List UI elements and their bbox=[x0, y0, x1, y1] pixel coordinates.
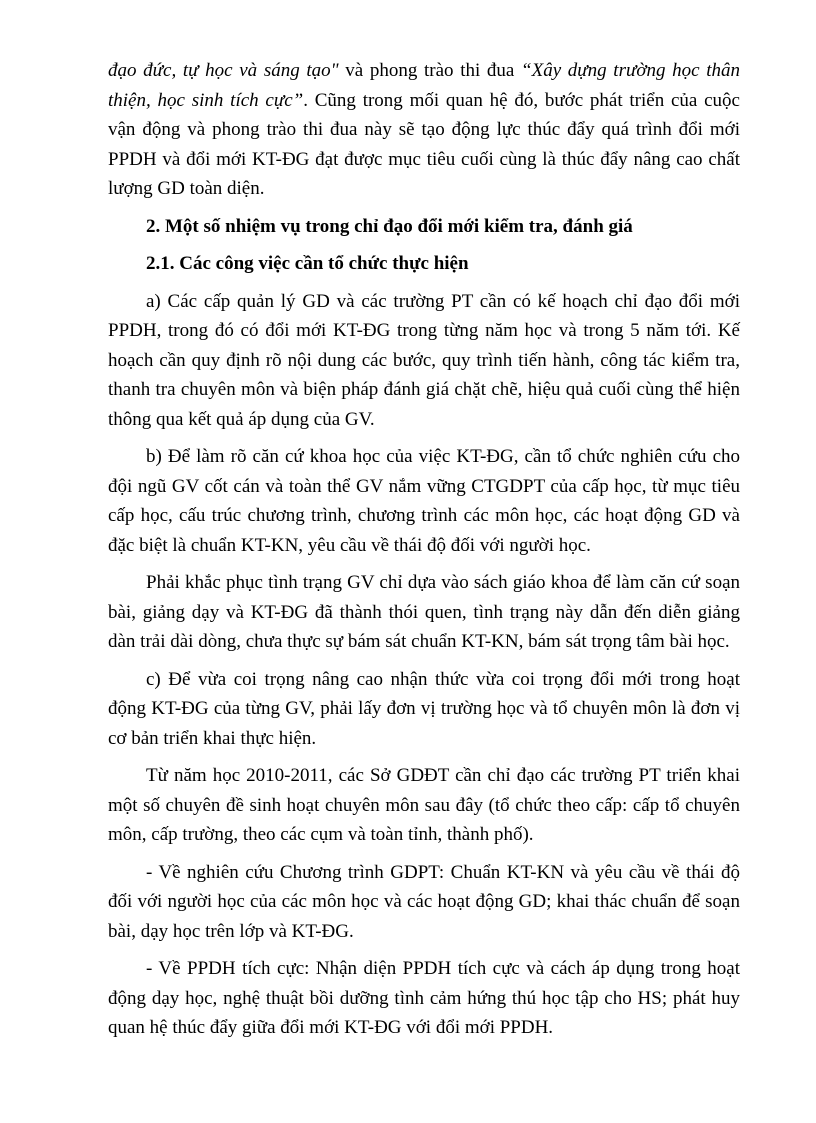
paragraph-b: b) Để làm rõ căn cứ khoa học của việc KT-ĐG, cần tổ chức nghiên cứu cho đội ngũ GV cốt cán và toàn thể GV nắm vững CTGDPT của cấp học, từ mục tiêu cấp học, cấu trúc chương trình, chương trình các môn học, các hoạt động GD và đặc biệt là chuẩn KT-KN, yêu cầu về thái độ đối với người học. bbox=[108, 446, 740, 556]
section-heading-2: 2. Một số nhiệm vụ trong chỉ đạo đổi mới kiểm tra, đánh giá bbox=[146, 215, 633, 237]
paragraph-overcome: Phải khắc phục tình trạng GV chỉ dựa vào sách giáo khoa để làm căn cứ soạn bài, giảng dạy và KT-ĐG đã thành thói quen, tình trạng này dẫn đến diễn giảng dàn trải dài dòng, chưa thực sự bám sát chuẩn KT-KN, bám sát trọng tâm bài học. bbox=[108, 572, 740, 652]
intro-text-2: . Cũng trong mối quan hệ đó, bước phát triển của cuộc vận động và phong trào thi đua này sẽ tạo động lực thúc đẩy quá trình đổi mới PPDH và đổi mới KT-ĐG đạt được mục tiêu cuối cùng là thúc đẩy nâng cao chất lượng GD toàn diện. bbox=[108, 89, 740, 199]
document-page bbox=[108, 56, 740, 1051]
intro-paragraph bbox=[108, 56, 740, 204]
intro-italic-1: đạo đức, tự học và sáng tạo" bbox=[108, 60, 339, 81]
paragraph-school-year: Từ năm học 2010-2011, các Sở GDĐT cần chỉ đạo các trường PT triển khai một số chuyên đề sinh hoạt chuyên môn sau đây (tổ chức theo cấp: cấp tổ chuyên môn, cấp trường, theo các cụm và toàn tỉnh, thành phố). bbox=[108, 765, 740, 845]
intro-text-1: và phong trào thi đua bbox=[338, 60, 522, 81]
bullet-curriculum: - Về nghiên cứu Chương trình GDPT: Chuẩn KT-KN và yêu cầu về thái độ đối với người học của các môn học và các hoạt động GD; khai thác chuẩn để soạn bài, dạy học trên lớp và KT-ĐG. bbox=[108, 861, 740, 942]
paragraph-a: a) Các cấp quản lý GD và các trường PT cần có kế hoạch chỉ đạo đổi mới PPDH, trong đó có đổi mới KT-ĐG trong từng năm học và trong 5 năm tới. Kế hoạch cần quy định rõ nội dung các bước, quy trình tiến hành, công tác kiểm tra, thanh tra chuyên môn và biện pháp đánh giá chặt chẽ, hiệu quả cuối cùng thể hiện thông qua kết quả áp dụng của GV. bbox=[108, 290, 740, 430]
bullet-active-methods: - Về PPDH tích cực: Nhận diện PPDH tích cực và cách áp dụng trong hoạt động dạy học, nghệ thuật bồi dưỡng tình cảm hứng thú học tập cho HS; phát huy quan hệ thúc đẩy giữa đổi mới KT-ĐG với đổi mới PPDH. bbox=[108, 958, 740, 1038]
intro-italic-2: “Xây dựng trường học thân thiện, học sinh tích cực” bbox=[108, 60, 740, 111]
paragraph-c: c) Để vừa coi trọng nâng cao nhận thức vừa coi trọng đổi mới trong hoạt động KT-ĐG của từng GV, phải lấy đơn vị trường học và tổ chuyên môn là đơn vị cơ bản triển khai thực hiện. bbox=[108, 668, 740, 749]
section-heading-2-1: 2.1. Các công việc cần tổ chức thực hiện bbox=[146, 253, 469, 274]
